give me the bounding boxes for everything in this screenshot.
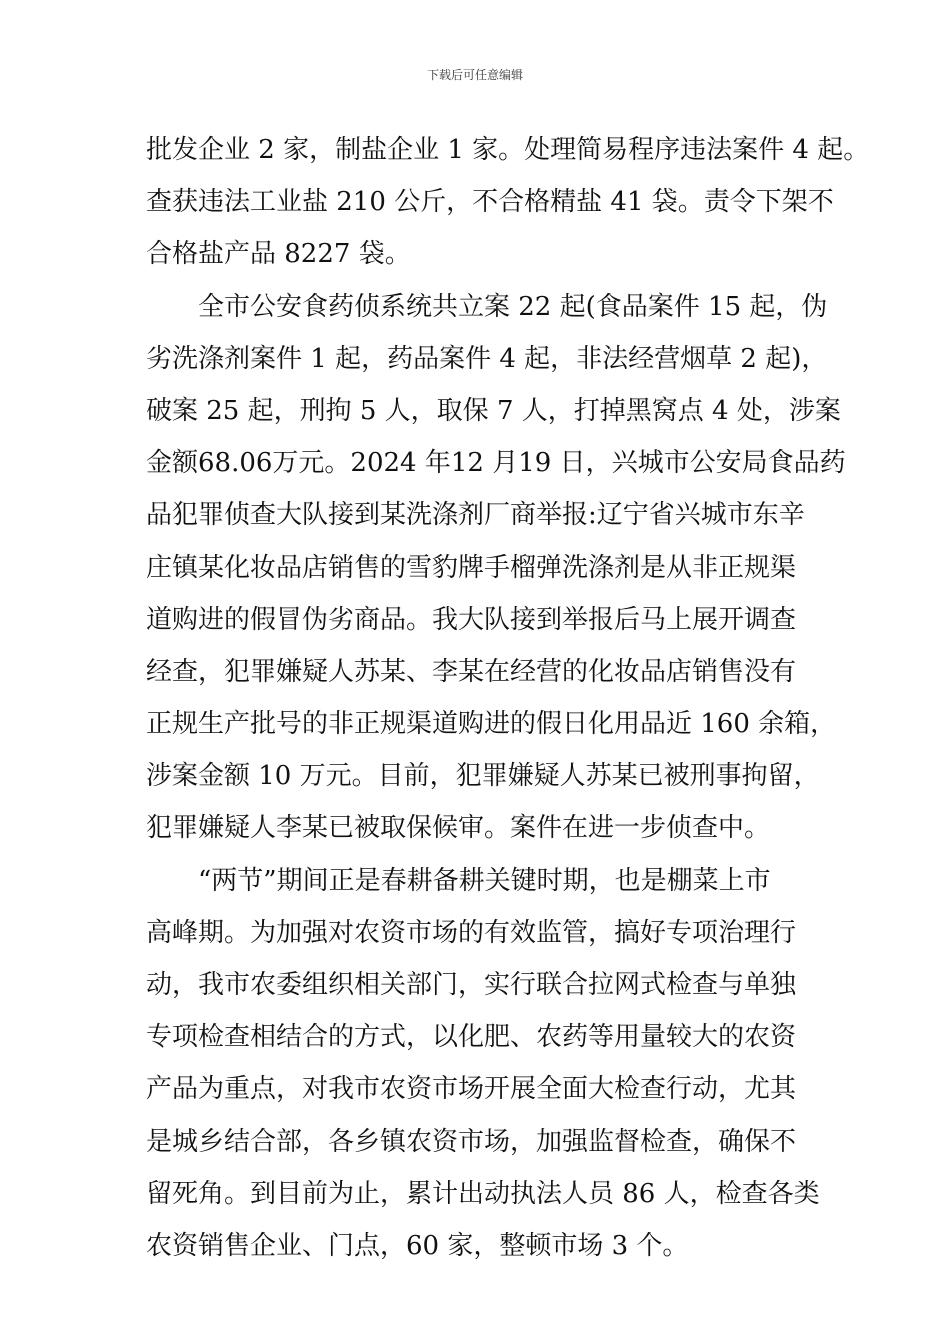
text-line: 查获违法工业盐 210 公斤，不合格精盐 41 袋。责令下架不 [146, 187, 834, 218]
text-line: 产品为重点，对我市农资市场开展全面大检查行动，尤其 [146, 1074, 797, 1105]
text-line: 品犯罪侦查大队接到某洗涤剂厂商举报:辽宁省兴城市东辛 [146, 500, 805, 531]
text-line: 正规生产批号的非正规渠道购进的假日化用品近 160 余箱， [146, 709, 837, 740]
text-line: 合格盐产品 8227 袋。 [146, 239, 411, 270]
paragraph [146, 281, 846, 855]
text-line: 是城乡结合部，各乡镇农资市场，加强监督检查，确保不 [146, 1126, 797, 1157]
text-line: 动，我市农委组织相关部门，实行联合拉网式检查与单独 [146, 970, 797, 1000]
text-line: 全市公安食药侦系统共立案 22 起(食品案件 15 起，伪 [146, 291, 828, 322]
page-header: 下载后可任意编辑 [426, 68, 523, 82]
text-line: 庄镇某化妆品店销售的雪豹牌手榴弹洗涤剂是从非正规渠 [146, 552, 797, 583]
text-line: 留死角。到目前为止，累计出动执法人员 86 人，检查各类 [146, 1178, 820, 1209]
text-line: 涉案金额 10 万元。目前，犯罪嫌疑人苏某已被刑事拘留， [146, 761, 820, 792]
text-line: 破案 25 起，刑拘 5 人，取保 7 人，打掉黑窝点 4 处，涉案 [146, 395, 841, 426]
text-line: 高峰期。为加强对农资市场的有效监管，搞好专项治理行 [146, 917, 797, 948]
text-line: 批发企业 2 家，制盐企业 1 家。处理简易程序违法案件 4 起。 [146, 135, 870, 165]
text-line: 专项检查相结合的方式，以化肥、农药等用量较大的农资 [146, 1022, 797, 1053]
text-line: 道购进的假冒伪劣商品。我大队接到举报后马上展开调查 [146, 604, 797, 635]
text-line: 劣洗涤剂案件 1 起，药品案件 4 起，非法经营烟草 2 起)， [146, 343, 828, 374]
text-line: 农资销售企业、门点，60 家，整顿市场 3 个。 [146, 1230, 689, 1261]
document-body [146, 124, 870, 1272]
text-line: 经查，犯罪嫌疑人苏某、李某在经营的化妆品店销售没有 [146, 656, 797, 687]
text-line: “两节”期间正是春耕备耕关键时期，也是棚菜上市 [146, 865, 771, 896]
text-line: 金额68.06万元。2024 年12 月19 日，兴城市公安局食品药 [146, 448, 846, 479]
paragraph [146, 124, 870, 281]
text-line: 犯罪嫌疑人李某已被取保候审。案件在进一步侦查中。 [146, 813, 771, 844]
paragraph [146, 855, 820, 1273]
